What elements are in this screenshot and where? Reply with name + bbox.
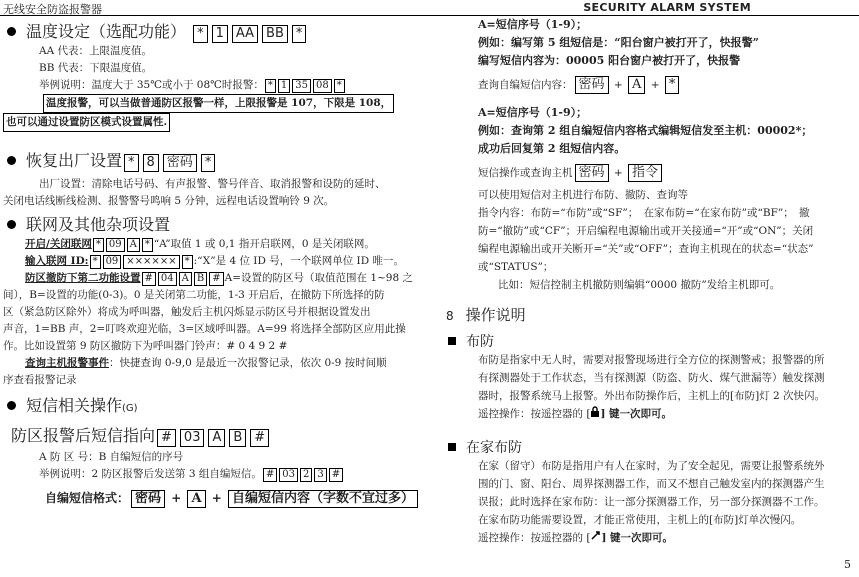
bullet-icon bbox=[7, 220, 16, 229]
key: B bbox=[229, 429, 246, 447]
network-line-5: 区（紧急防区除外）将成为呼叫器，触发后主机闪烁显示防区号并根据设置发出 bbox=[3, 306, 371, 318]
network-section-heading bbox=[3, 214, 423, 236]
key: 3 bbox=[314, 468, 326, 482]
bullet-icon bbox=[7, 401, 16, 410]
temp-title: 温度设定（选配功能） bbox=[26, 22, 187, 41]
sms-example bbox=[3, 466, 423, 483]
network-l1-text: “A”取值 1 或 0,1 指开启联网，0 是关闭联网。 bbox=[153, 238, 375, 250]
temp-bb: BB 代表：下限温度值。 bbox=[39, 62, 153, 74]
key: # bbox=[142, 272, 156, 286]
home-p5-suffix: ] 键一次即可。 bbox=[601, 532, 674, 544]
key: B bbox=[194, 272, 207, 286]
temp-note-2 bbox=[3, 113, 423, 132]
home-p5 bbox=[478, 529, 854, 547]
key: # bbox=[157, 429, 176, 447]
network-line-2 bbox=[3, 253, 423, 270]
sms-control: 短信操作或查询主机 密码 + 指令 bbox=[478, 164, 854, 182]
bullet-icon bbox=[7, 156, 16, 165]
key: 密码 bbox=[131, 490, 165, 508]
sms-title: 短信相关操作 bbox=[26, 396, 123, 415]
key: * bbox=[292, 25, 307, 43]
key: * bbox=[334, 79, 345, 93]
network-l2-text: :“X”是 4 位 ID 号，一个联网单位 ID 唯一。 bbox=[193, 255, 404, 267]
key: * bbox=[182, 255, 193, 269]
section-8-number: 8 bbox=[446, 309, 454, 323]
sms-c1: 可以使用短信对主机进行布防、撤防、查询等 bbox=[478, 189, 688, 201]
key: 1 bbox=[212, 25, 228, 43]
key: # bbox=[263, 468, 277, 482]
key: 密码 bbox=[575, 164, 609, 182]
header-right-title: SECURITY ALARM SYSTEM bbox=[583, 1, 751, 14]
temp-aa: AA 代表：上限温度值。 bbox=[39, 45, 153, 57]
network-line-1 bbox=[3, 236, 423, 253]
sms-r3: 编写短信内容为：00005 阳台窗户被打开了，快报警 bbox=[478, 54, 741, 67]
sms-c2: 指令内容：布防=“布防”或“SF”； 在家布防=“在家布防”或“BF”； 撤 bbox=[478, 207, 810, 219]
network-line-3 bbox=[3, 270, 423, 287]
sms-c4: 编程电源输出或开关断开=“关”或“OFF”；查询主机现在的状态=“状态” bbox=[478, 243, 814, 255]
key: A bbox=[187, 490, 205, 508]
key: 8 bbox=[143, 154, 159, 172]
network-l3-label: 防区撤防下第二功能设置 bbox=[25, 272, 141, 284]
key: * bbox=[142, 238, 153, 252]
arm-heading bbox=[446, 331, 854, 351]
network-line-9: 序查看报警记录 bbox=[3, 374, 77, 386]
key: * bbox=[193, 25, 208, 43]
sms-c6: 比如：短信控制主机撤防则编辑“0000 撤防”发给主机即可。 bbox=[498, 279, 781, 291]
section-8-heading bbox=[446, 304, 854, 325]
key: * bbox=[93, 238, 104, 252]
sms-query: 查询自编短信内容： 密码 + A + * bbox=[478, 76, 854, 94]
key: 指令 bbox=[628, 164, 662, 182]
arm-p2: 有探测器处于工作状态，当有探测源（防盗、防火、煤气泄漏等）触发探测 bbox=[478, 372, 825, 384]
key: 04 bbox=[158, 272, 177, 286]
arm-p4-text: 遥控操作：按遥控器的 [ bbox=[478, 408, 591, 420]
sms-example-label: 举例说明：2 防区报警后发送第 3 组自编短信。 bbox=[39, 468, 262, 480]
network-line-4: 间），B=设置的功能(0-3)。0 是关闭第二功能，1-3 开启后，在撤防下所选择的防 bbox=[3, 289, 385, 301]
plus-sign: + bbox=[211, 491, 222, 505]
key: AA bbox=[232, 25, 258, 43]
sms-sub-heading bbox=[3, 425, 423, 447]
key: * bbox=[265, 79, 276, 93]
sms-c3: 防=“撤防”或“CF”；开启编程电源输出或开关接通=“开”或“ON”；关闭 bbox=[478, 225, 814, 237]
key: 自编短信内容（字数不宜过多） bbox=[228, 490, 418, 508]
home-arm-title: 在家布防 bbox=[466, 440, 522, 456]
key: 08 bbox=[313, 79, 332, 93]
header-left-title: 无线安全防盗报警器 bbox=[3, 3, 102, 16]
network-l2-label: 输入联网 ID: bbox=[25, 255, 89, 267]
home-p2: 围的门、窗、阳台、周界探测器工作，而又不想自己触发室内的探测器产生 bbox=[478, 478, 825, 490]
key: * bbox=[124, 154, 139, 172]
sms-section-heading bbox=[3, 395, 423, 417]
key: 09 bbox=[106, 238, 125, 252]
network-l1-label: 开启/关闭联网 bbox=[25, 238, 92, 250]
sms-r1: A=短信序号（1-9）； bbox=[478, 18, 588, 31]
factory-desc-1: 出厂设置：清除电话号码、有声报警、警号伴音、取消报警和设防的延时、 bbox=[39, 178, 386, 190]
key: A bbox=[127, 238, 140, 252]
sms-format-label: 自编短信格式： bbox=[45, 491, 130, 505]
sms-ab: A 防 区 号：B 自编短信的序号 bbox=[39, 451, 184, 463]
square-bullet-icon bbox=[448, 337, 456, 345]
sms-r6: 成功后回复第 2 组短信内容。 bbox=[478, 142, 626, 155]
sms-query-label: 查询自编短信内容： bbox=[478, 79, 573, 91]
factory-desc-2: 关闭电话线断线检测、报警警号鸣响 5 分钟，远程电话设置响铃 9 次。 bbox=[3, 195, 335, 207]
arm-p4 bbox=[478, 405, 854, 423]
key: * bbox=[201, 154, 216, 172]
temp-note-1 bbox=[3, 94, 423, 113]
right-column bbox=[446, 16, 854, 547]
key: 2 bbox=[300, 468, 312, 482]
factory-title: 恢复出厂设置 bbox=[26, 151, 123, 170]
network-line-7: 作。比如设置第 9 防区撤防下为呼叫器门铃声：# 0 4 9 2 # bbox=[3, 340, 288, 352]
network-line-8 bbox=[3, 355, 423, 372]
sms-c5: 或“STATUS”； bbox=[478, 261, 554, 273]
key: 密码 bbox=[163, 154, 197, 172]
network-line-6: 声音，1=BB 声，2=叮咚欢迎光临，3=区域呼叫器。A=99 将选择全部防区应用此操 bbox=[3, 323, 406, 335]
arm-p4-suffix: ] 键一次即可。 bbox=[600, 408, 673, 420]
page-header bbox=[0, 0, 859, 16]
key: 09 bbox=[103, 255, 122, 269]
home-arm-icon bbox=[590, 529, 601, 547]
sms-r4: A=短信序号（1-9）； bbox=[478, 106, 588, 119]
sms-format bbox=[3, 489, 423, 508]
key: A bbox=[208, 429, 225, 447]
home-p4: 在家布防功能需要设置，才能正常使用，主机上的[布防]灯单次慢闪。 bbox=[478, 514, 802, 526]
sms-r2: 例如：编写第 5 组短信是：“阳台窗户被打开了，快报警” bbox=[478, 36, 759, 49]
key: 35 bbox=[292, 79, 311, 93]
home-p1: 在家（留守）布防是指用户有人在家时，为了安全起见，需要让报警系统外 bbox=[478, 460, 825, 472]
temp-note-2-text: 也可以通过设置防区模式设置属性. bbox=[3, 113, 170, 132]
key: # bbox=[250, 429, 269, 447]
sms-title-suffix: (G) bbox=[122, 403, 138, 414]
left-column bbox=[3, 17, 423, 508]
sms-sub-title: 防区报警后短信指向 bbox=[11, 426, 156, 445]
page-number: 5 bbox=[844, 558, 851, 571]
key: 1 bbox=[278, 79, 290, 93]
network-title: 联网及其他杂项设置 bbox=[26, 215, 171, 234]
temp-example-label: 举例说明：温度大于 35℃或小于 08℃时报警： bbox=[39, 79, 264, 91]
network-l8-text: ：快捷查询 0-9,0 是最近一次报警记录，依次 0-9 按时间顺 bbox=[109, 357, 387, 369]
key: 03 bbox=[180, 429, 205, 447]
plus-sign: + bbox=[171, 491, 182, 505]
section-8-title: 操作说明 bbox=[465, 306, 526, 324]
bullet-icon bbox=[7, 27, 16, 36]
home-arm-heading bbox=[446, 437, 854, 457]
key: * bbox=[665, 76, 680, 94]
network-l3-text: A=设置的防区号（取值范围在 1~98 之 bbox=[224, 272, 414, 284]
key: * bbox=[90, 255, 101, 269]
lock-icon bbox=[590, 405, 600, 423]
arm-title: 布防 bbox=[466, 334, 494, 350]
key: 密码 bbox=[575, 76, 609, 94]
key: A bbox=[179, 272, 192, 286]
factory-section-heading bbox=[3, 150, 423, 172]
key: ×××××× bbox=[123, 255, 179, 269]
arm-p3: 器时，报警系统马上报警。外出布防操作后，主机上的[布防]灯 2 次快闪。 bbox=[478, 390, 826, 402]
temp-note-1-text: 温度报警，可以当做普通防区报警一样，上限报警是 107，下限是 108， bbox=[43, 94, 394, 113]
sms-control-label: 短信操作或查询主机 bbox=[478, 167, 573, 179]
square-bullet-icon bbox=[448, 443, 456, 451]
key: # bbox=[329, 468, 343, 482]
network-l8-label: 查询主机报警事件 bbox=[25, 357, 109, 369]
sms-r5: 例如：查询第 2 组自编短信内容格式编辑短信发至主机：00002*； bbox=[478, 124, 813, 137]
home-p3: 误报；此时选择在家布防：让一部分探测器工作，另一部分探测器不工作。 bbox=[478, 496, 825, 508]
key: A bbox=[628, 76, 645, 94]
key: 03 bbox=[279, 468, 298, 482]
temp-example bbox=[3, 77, 423, 94]
key: # bbox=[209, 272, 223, 286]
key: BB bbox=[262, 25, 288, 43]
temp-section-heading bbox=[3, 21, 423, 43]
home-p5-text: 遥控操作：按遥控器的 [ bbox=[478, 532, 591, 544]
arm-p1: 布防是指家中无人时，需要对报警现场进行全方位的探测警戒；报警器的所 bbox=[478, 354, 825, 366]
